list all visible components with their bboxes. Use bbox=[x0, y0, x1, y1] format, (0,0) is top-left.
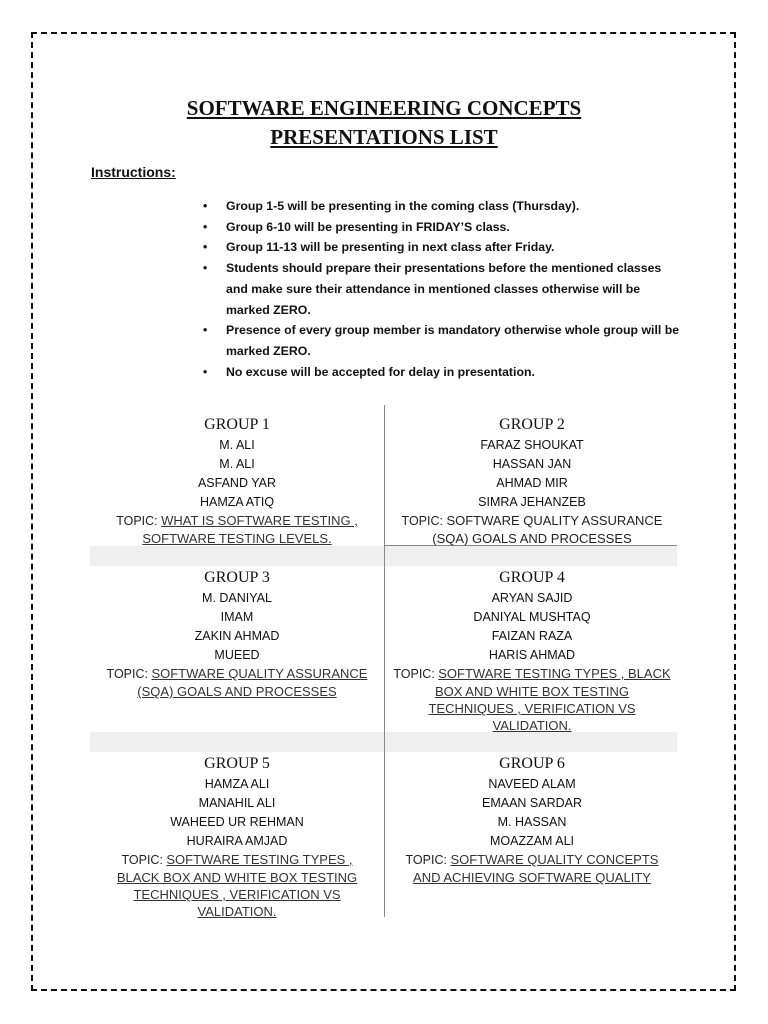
page-title-line-1: SOFTWARE ENGINEERING CONCEPTS bbox=[186, 96, 582, 120]
group-member: ZAKIN AHMAD bbox=[194, 629, 280, 643]
group-card-6 bbox=[392, 753, 672, 886]
instruction-text: Presence of every group member is mandatory otherwise whole group will be marked ZERO. bbox=[226, 323, 680, 358]
group-member: HASSAN JAN bbox=[492, 457, 572, 471]
bullet-icon: • bbox=[203, 323, 208, 338]
instructions-heading: Instructions: bbox=[91, 164, 176, 180]
group-member: M. DANIYAL bbox=[202, 591, 272, 605]
instruction-text: Group 11-13 will be presenting in next class after Friday. bbox=[226, 240, 555, 255]
topic-text: SOFTWARE QUALITY ASSURANCE (SQA) GOALS AND PROCESSES bbox=[137, 666, 368, 699]
group-member: NAVEED ALAM bbox=[488, 777, 576, 791]
instruction-item bbox=[200, 217, 680, 238]
group-card-3 bbox=[100, 567, 374, 700]
topic-label: TOPIC: bbox=[393, 667, 439, 681]
group-card-5 bbox=[100, 753, 374, 920]
topic-text: SOFTWARE QUALITY ASSURANCE (SQA) GOALS AND PROCESSES bbox=[432, 513, 663, 546]
topic-text: SOFTWARE TESTING TYPES , BLACK BOX AND WHITE BOX TESTING TECHNIQUES , VERIFICATION VS VALIDATION. bbox=[116, 852, 358, 919]
topic-text: WHAT IS SOFTWARE TESTING , SOFTWARE TESTING LEVELS. bbox=[142, 513, 358, 546]
topic-label: TOPIC: bbox=[106, 667, 152, 681]
instruction-text: No excuse will be accepted for delay in presentation. bbox=[226, 364, 535, 379]
group-name: GROUP 3 bbox=[204, 569, 270, 586]
group-member: FARAZ SHOUKAT bbox=[480, 438, 584, 452]
group-member: MOAZZAM ALI bbox=[489, 834, 575, 848]
instruction-item bbox=[200, 258, 680, 320]
group-card-4 bbox=[392, 567, 672, 734]
group-topic bbox=[392, 665, 672, 734]
group-member: M. HASSAN bbox=[497, 815, 567, 829]
group-member: IMAM bbox=[220, 610, 254, 624]
group-name: GROUP 2 bbox=[499, 416, 565, 433]
topic-label: TOPIC: bbox=[401, 514, 447, 528]
topic-label: TOPIC: bbox=[116, 514, 162, 528]
instructions-list bbox=[200, 196, 680, 382]
group-topic bbox=[100, 851, 374, 920]
group-member: DANIYAL MUSHTAQ bbox=[473, 610, 591, 624]
group-member: MUEED bbox=[214, 648, 260, 662]
group-member: ARYAN SAJID bbox=[491, 591, 573, 605]
topic-text: SOFTWARE QUALITY CONCEPTS AND ACHIEVING SOFTWARE QUALITY bbox=[413, 852, 659, 885]
group-member: HAMZA ALI bbox=[204, 777, 270, 791]
group-member: M. ALI bbox=[219, 457, 255, 471]
instruction-item bbox=[200, 362, 680, 383]
group-member: HURAIRA AMJAD bbox=[186, 834, 288, 848]
bullet-icon: • bbox=[203, 364, 208, 379]
group-member: WAHEED UR REHMAN bbox=[170, 815, 304, 829]
group-card-2 bbox=[392, 414, 672, 547]
group-topic bbox=[100, 512, 374, 547]
group-member: AHMAD MIR bbox=[496, 476, 568, 490]
instruction-text: Group 6-10 will be presenting in FRIDAY’S class. bbox=[226, 219, 510, 234]
bullet-icon: • bbox=[203, 240, 208, 255]
group-topic bbox=[100, 665, 374, 700]
topic-text: SOFTWARE TESTING TYPES , BLACK BOX AND WHITE BOX TESTING TECHNIQUES , VERIFICATION VS VALIDATION. bbox=[428, 666, 671, 733]
group-name: GROUP 1 bbox=[204, 416, 270, 433]
topic-label: TOPIC: bbox=[405, 853, 451, 867]
group-topic bbox=[392, 851, 672, 886]
bullet-icon: • bbox=[203, 199, 208, 213]
group-member: FAIZAN RAZA bbox=[491, 629, 573, 643]
group-member: EMAAN SARDAR bbox=[481, 796, 583, 810]
instruction-text: Students should prepare their presentations before the mentioned classes and make sure their attendance in mentioned classes otherwise will be marked ZERO. bbox=[226, 261, 662, 317]
group-card-1 bbox=[100, 414, 374, 547]
bullet-icon: • bbox=[203, 219, 208, 234]
instruction-item bbox=[200, 196, 680, 217]
page-title-line-2: PRESENTATIONS LIST bbox=[270, 125, 498, 149]
group-member: SIMRA JEHANZEB bbox=[478, 495, 586, 509]
group-member: HARIS AHMAD bbox=[488, 648, 576, 662]
instruction-item bbox=[200, 237, 680, 258]
group-name: GROUP 5 bbox=[204, 755, 270, 772]
group-member: MANAHIL ALI bbox=[198, 796, 276, 810]
instruction-item bbox=[200, 320, 680, 361]
group-name: GROUP 6 bbox=[499, 755, 565, 772]
column-divider bbox=[384, 405, 385, 917]
group-member: M. ALI bbox=[219, 438, 255, 452]
instruction-text: Group 1-5 will be presenting in the coming class (Thursday). bbox=[226, 199, 580, 213]
group-member: ASFAND YAR bbox=[197, 476, 277, 490]
bullet-icon: • bbox=[203, 261, 208, 276]
group-member: HAMZA ATIQ bbox=[199, 495, 275, 509]
group-name: GROUP 4 bbox=[499, 569, 565, 586]
group-topic bbox=[392, 512, 672, 547]
groups-table bbox=[90, 405, 677, 917]
topic-label: TOPIC: bbox=[121, 853, 167, 867]
